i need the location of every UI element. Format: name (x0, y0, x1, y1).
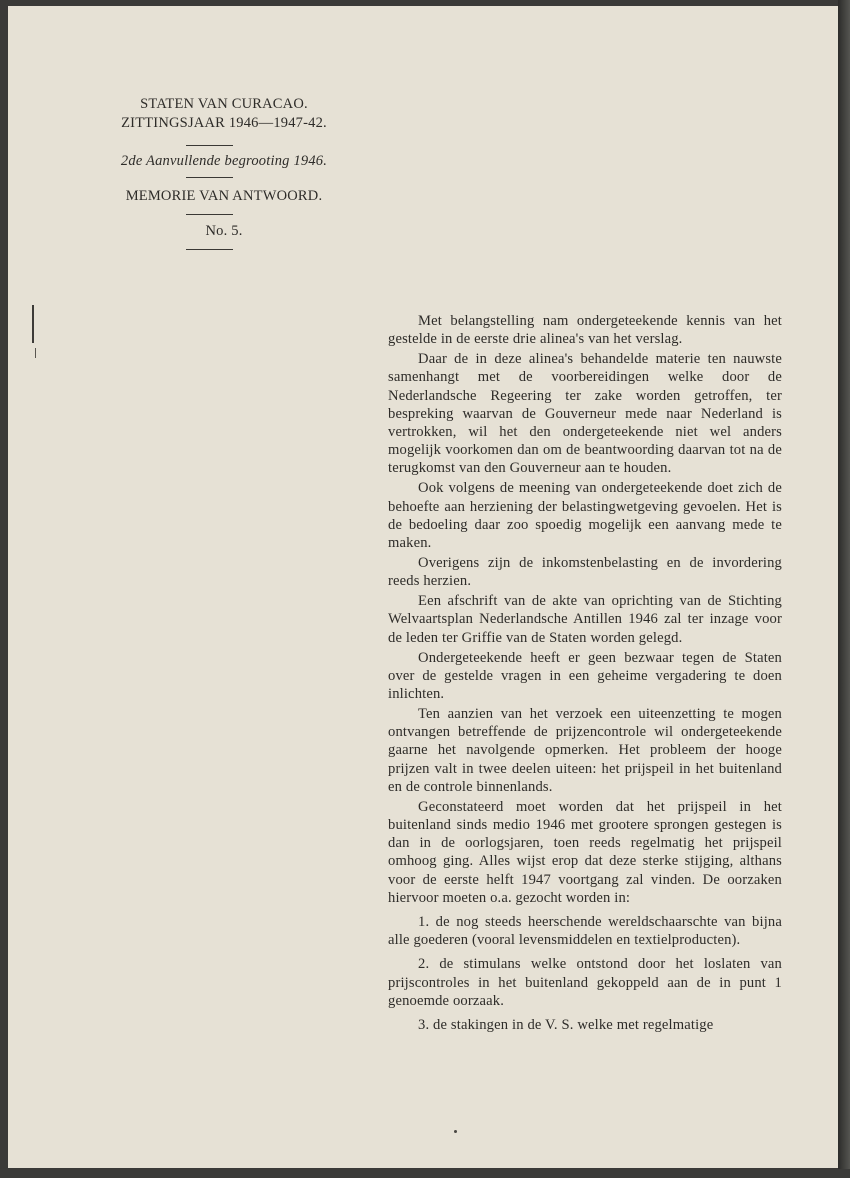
scan-edge-right (838, 0, 850, 1178)
divider-rule (186, 145, 233, 146)
paragraph: Daar de in deze alinea's behandelde materie ten nauwste samenhangt met de voorbereidingen welke door de Nederlandsche Regeering ter zake worden getroffen, ter bespreking waarvan de Gouverneur mede naar Nederland is vertrokken, wil het den ondergeteekende niet wel anders mogelijk voorkomen dan om de beantwoording daarvan tot na de terugkomst van den Gouverneur aan te houden. (388, 351, 782, 477)
speck (454, 1130, 457, 1133)
binding-mark (32, 305, 34, 343)
list-item: 1. de nog steeds heerschende wereldschaarschte van bijna alle goederen (vooral levensmiddelen en textielproducten). (388, 914, 782, 949)
binding-mark (35, 348, 36, 358)
scan-edge-bottom (0, 1169, 850, 1178)
header-line-2: ZITTINGSJAAR 1946—1947-42. (121, 115, 327, 131)
paragraph: Ook volgens de meening van ondergeteekende doet zich de behoefte aan herziening der belastingwetgeving gevoelen. Het is de bedoeling daar zoo spoedig mogelijk een aanvang mede te maken. (388, 480, 782, 552)
list-item: 3. de stakingen in de V. S. welke met regelmatige (418, 1017, 714, 1034)
document-page (8, 6, 838, 1168)
paragraph: Ondergeteekende heeft er geen bezwaar tegen de Staten over de gestelde vragen in een geheime vergadering te doen inlichten. (388, 649, 782, 703)
divider-rule (186, 214, 233, 215)
paragraph: Een afschrift van de akte van oprichting van de Stichting Welvaartsplan Nederlandsche Antillen 1946 zal ter inzage voor de leden ter Griffie van de Staten worden gelegd. (388, 593, 782, 646)
divider-rule (186, 249, 233, 250)
body-text (388, 312, 782, 1040)
list-item: 2. de stimulans welke ontstond door het loslaten van prijscontroles in het buitenland gekoppeld aan de in punt 1 genoemde oorzaak. (388, 956, 782, 1009)
document-subtitle: 2de Aanvullende begrooting 1946. (120, 153, 328, 169)
header-line-1: STATEN VAN CURACAO. (140, 96, 308, 112)
paragraph: Ten aanzien van het verzoek een uiteenzetting te mogen ontvangen betreffende de prijzencontrole wil ondergeteekende gaarne het navolgende opmerken. Het probleem der hooge prijzen valt in twee deelen uiteen: het prijspeil in het buitenland en de controle binnenlands. (388, 706, 782, 795)
paragraph: Overigens zijn de inkomstenbelasting en de invordering reeds herzien. (388, 555, 782, 590)
paragraph: Met belangstelling nam ondergeteekende kennis van het gestelde in de eerste drie alinea's van het verslag. (388, 313, 782, 348)
divider-rule (186, 177, 233, 178)
document-number: No. 5. (205, 223, 243, 239)
paragraph: Geconstateerd moet worden dat het prijspeil in het buitenland sinds medio 1946 met grootere sprongen gestegen is dan in de oorlogsjaren, toen reeds regelmatig het prijspeil omhoog ging. Alles wijst erop dat deze sterke stijging, althans voor de eerste helft 1947 voortgang zal vinden. De oorzaken hiervoor moeten o.a. gezocht worden in: (388, 798, 782, 906)
document-type: MEMORIE VAN ANTWOORD. (125, 188, 323, 204)
